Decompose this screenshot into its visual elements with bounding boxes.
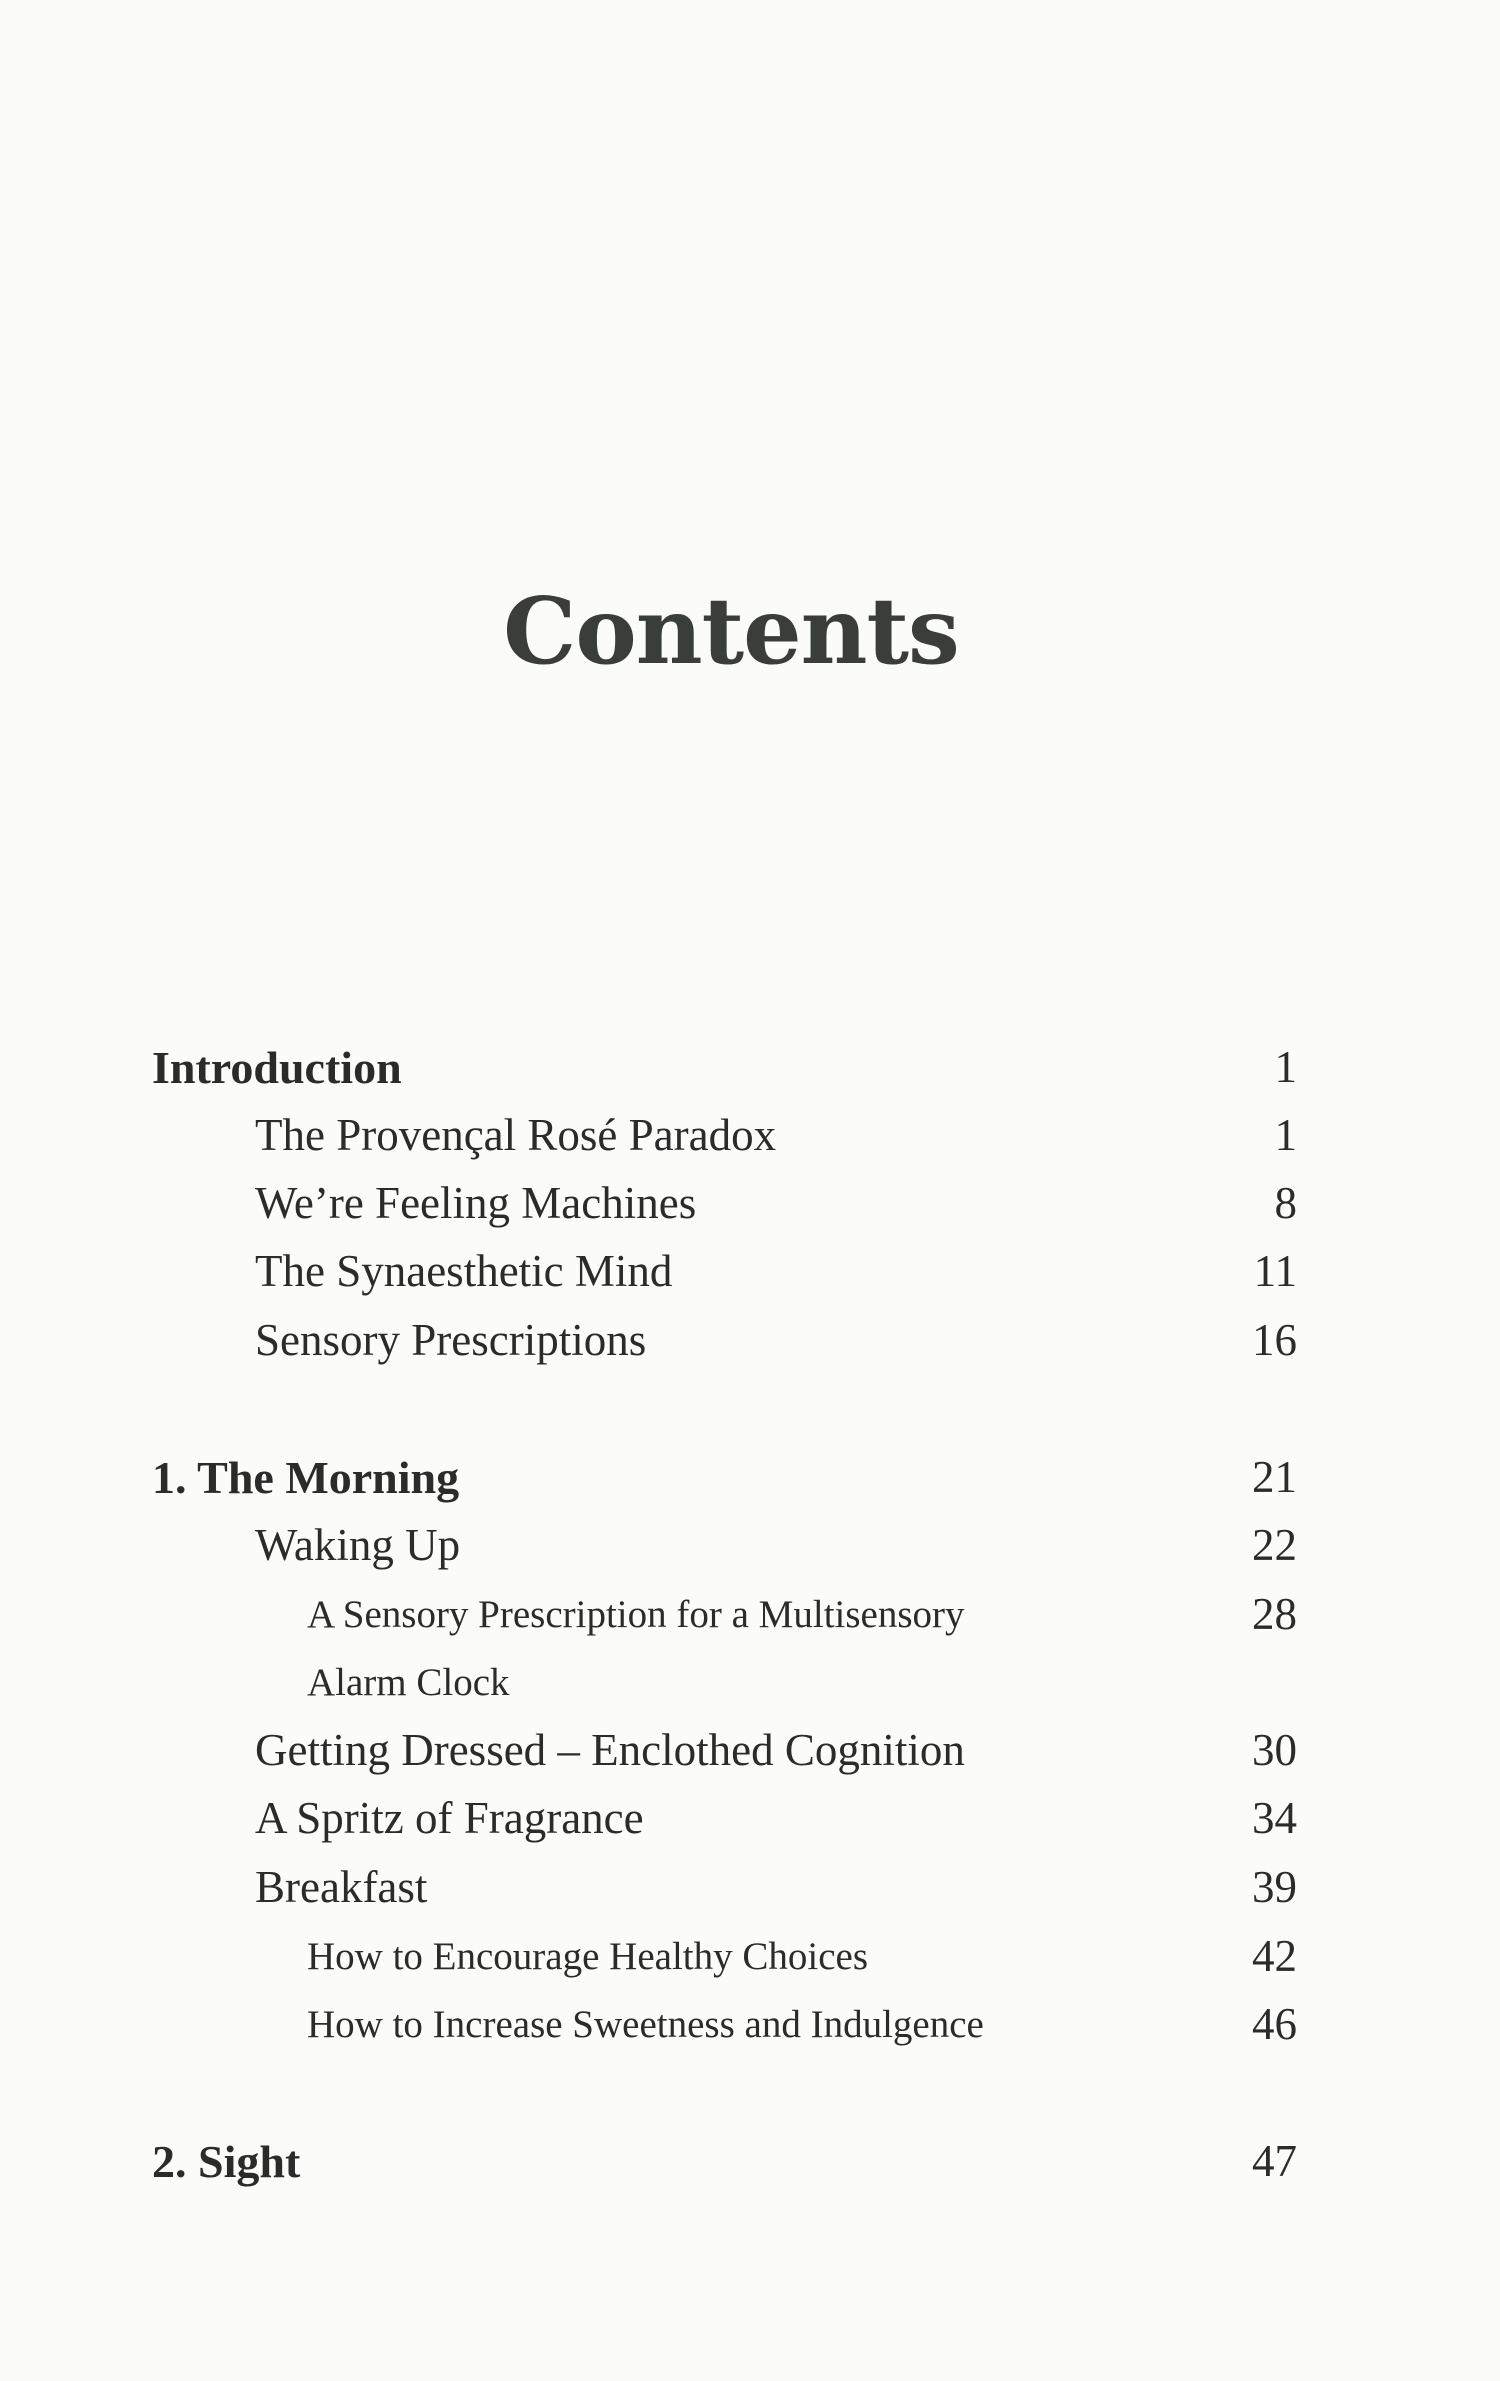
toc-entry-label: How to Increase Sweetness and Indulgence	[307, 2003, 984, 2046]
toc-entry-page: 28	[1252, 1589, 1297, 1639]
toc-entry-page: 8	[1274, 1178, 1297, 1228]
toc-entry-label: Introduction	[152, 1042, 402, 1093]
toc-entry-page: 22	[1252, 1520, 1297, 1570]
toc-entry-label: A Spritz of Fragrance	[255, 1793, 644, 1843]
toc-entry-spritz-of-fragrance	[0, 1793, 1500, 1856]
toc-entry-page: 46	[1252, 1999, 1297, 2049]
toc-entry-page: 30	[1252, 1725, 1297, 1775]
toc-entry-page: 34	[1252, 1793, 1297, 1843]
toc-entry-sensory-prescriptions	[0, 1315, 1500, 1378]
page-title: Contents	[503, 577, 959, 685]
toc-entry-label: Sensory Prescriptions	[255, 1315, 647, 1365]
toc-entry-label: 2. Sight	[152, 2136, 301, 2187]
toc-entry-label: Breakfast	[255, 1862, 428, 1912]
toc-entry-label: The Provençal Rosé Paradox	[255, 1110, 777, 1160]
toc-entry-page: 1	[1274, 1110, 1297, 1160]
toc-entry-provencal-rose-paradox	[0, 1110, 1500, 1173]
toc-entry-introduction	[0, 1042, 1500, 1105]
toc-entry-label: How to Encourage Healthy Choices	[307, 1935, 869, 1978]
toc-entry-label: Waking Up	[255, 1520, 461, 1570]
toc-entry-label: The Synaesthetic Mind	[255, 1246, 673, 1296]
toc-entry-synaesthetic-mind	[0, 1246, 1500, 1309]
toc-entry-page: 16	[1252, 1315, 1297, 1365]
toc-entry-waking-up	[0, 1520, 1500, 1583]
toc-entry-the-morning	[0, 1452, 1500, 1515]
toc-entry-label: A Sensory Prescription for a Multisensory	[307, 1593, 965, 1636]
toc-entry-page: 21	[1252, 1452, 1297, 1502]
toc-entry-label: Alarm Clock	[307, 1661, 510, 1704]
toc-entry-feeling-machines	[0, 1178, 1500, 1241]
toc-entry-sight	[0, 2136, 1500, 2199]
toc-entry-page: 42	[1252, 1931, 1297, 1981]
toc-entry-page: 39	[1252, 1862, 1297, 1912]
toc-entry-healthy-choices	[0, 1931, 1500, 1997]
toc-entry-page: 47	[1252, 2136, 1297, 2186]
toc-entry-label: Getting Dressed – Enclothed Cognition	[255, 1725, 965, 1775]
toc-entry-breakfast	[0, 1862, 1500, 1925]
toc-entry-multisensory-alarm	[0, 1589, 1500, 1655]
toc-entry-page: 11	[1253, 1246, 1297, 1296]
toc-entry-label: 1. The Morning	[152, 1452, 460, 1503]
toc-entry-getting-dressed	[0, 1725, 1500, 1788]
toc-entry-label: We’re Feeling Machines	[255, 1178, 697, 1228]
toc-entry-page: 1	[1274, 1042, 1297, 1092]
toc-entry-alarm-clock	[0, 1663, 1500, 1723]
toc-entry-sweetness-indulgence	[0, 1999, 1500, 2065]
